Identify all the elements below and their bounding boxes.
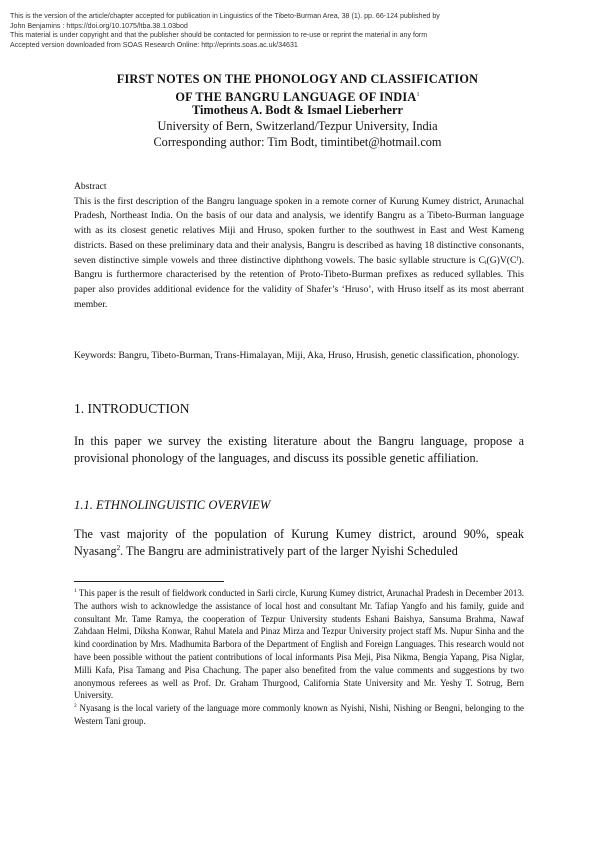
publication-notice [10, 12, 585, 50]
abstract-text: This is the first description of the Bangru language spoken in a remote corner of Kurung Kumey district, Arunachal Pradesh, Northeast India. On the basis of our data and analysis, we identify Bangru as a Tibeto-Burman language with as its closest genetic relatives Miji and Hruso, spoken further to the southwest in East and West Kameng districts. Based on these preliminary data and their analysis, Bangru is described as having 18 distinctive consonants, seven distinctive simple vowels and three distinctive diphthong vowels. The basic syllable structure is Cᵢ(G)V(Cᶠ). Bangru is furthermore characterised by the retention of Proto-Tibeto-Burman prefixes as reduced syllables. This paper also provides additional evidence for the validity of Shafer’s ‘Hruso’, with Hruso itself as its most aberrant member. [74, 195, 524, 310]
footnotes [74, 587, 524, 728]
author-affiliation: University of Bern, Switzerland/Tezpur University, India [157, 119, 438, 133]
paper-title [60, 72, 535, 105]
abstract-label: Abstract [74, 181, 107, 192]
ethnolinguistic-paragraph [74, 526, 524, 561]
author-block [60, 102, 535, 150]
abstract [74, 180, 524, 312]
title-line: FIRST NOTES ON THE PHONOLOGY AND CLASSIFICATION [116, 72, 479, 86]
subsection-heading-ethnolinguistic: 1.1. ETHNOLINGUISTIC OVERVIEW [74, 498, 271, 512]
author-names: Timotheus A. Bodt & Ismael Lieberherr [192, 103, 403, 117]
footnote [74, 702, 524, 728]
corresponding-author: Corresponding author: Tim Bodt, timintibet@hotmail.com [153, 135, 442, 149]
notice-line: John Benjamins : https://doi.org/10.1075/ltba.38.1.03bod [10, 21, 188, 30]
keywords: Keywords: Bangru, Tibeto-Burman, Trans-Himalayan, Miji, Aka, Hruso, Hrusish, genetic classification, phonology. [74, 350, 520, 361]
notice-line: This material is under copyright and that the publisher should be contacted for permission to re-use or reprint the material in any form [10, 31, 428, 40]
footnote-divider [74, 581, 224, 582]
footnote-ref[interactable]: 2 [116, 544, 121, 553]
title-line-text: OF THE BANGRU LANGUAGE OF INDIA [175, 89, 417, 104]
footnote-text: This paper is the result of fieldwork conducted in Sarli circle, Kurung Kumey district, Arunachal Pradesh in December 2013. The authors wish to acknowledge the assistance of local host and consultant Mr. Tafiap Yangfo and his family, guide and consultant Mr. Tame Ramya, the cooperation of Tezpur University students Eshani Baishya, Sansuma Brahma, Nawaf Zahdaan Helmi, Diksha Konwar, Rahul Matela and Pinaz Mirza and Tezpur University project staff Ms. Nupur Sinha and the kind coordination by Mrs. Madhumita Barbora of the Department of English and Foreign Languages. This research would not have been possible without the patient contributions of local informants Pisa Meji, Pisa Nikma, Bengia Yapang, Pisa Niglar, Milli Kafa, Pisa Tamang and Pisa Chachung. The paper also benefited from the value comments and suggestions by two anonymous referees as well as Prof. Dr. Graham Thurgood, California State University and Mr. Yeshy T. Sotrug, Bern University. [74, 588, 524, 701]
footnote-ref[interactable]: 1 [416, 91, 420, 98]
section-heading-introduction: 1. INTRODUCTION [74, 401, 190, 416]
paragraph-text: The vast majority of the population of Kurung Kumey district, around 90%, speak Nyasang [74, 527, 524, 559]
footnote [74, 587, 524, 702]
paragraph-text: . The Bangru are administratively part of the larger Nyishi Scheduled [120, 544, 458, 559]
notice-line: Accepted version downloaded from SOAS Research Online: http://eprints.soas.ac.uk/34631 [10, 40, 298, 49]
footnote-mark: 1 [74, 588, 77, 595]
footnote-text: Nyasang is the local variety of the language more commonly known as Nyishi, Nishi, Nishing or Bengni, belonging to the Western Tani group. [74, 703, 524, 726]
footnote-mark: 2 [74, 703, 77, 710]
notice-line: This is the version of the article/chapter accepted for publication in Linguistics of the Tibeto-Burman Area, 38 (1). pp. 66-124 published by [10, 12, 440, 20]
introduction-paragraph: In this paper we survey the existing literature about the Bangru language, propose a provisional phonology of the languages, and discuss its possible genetic affiliation. [74, 434, 524, 466]
